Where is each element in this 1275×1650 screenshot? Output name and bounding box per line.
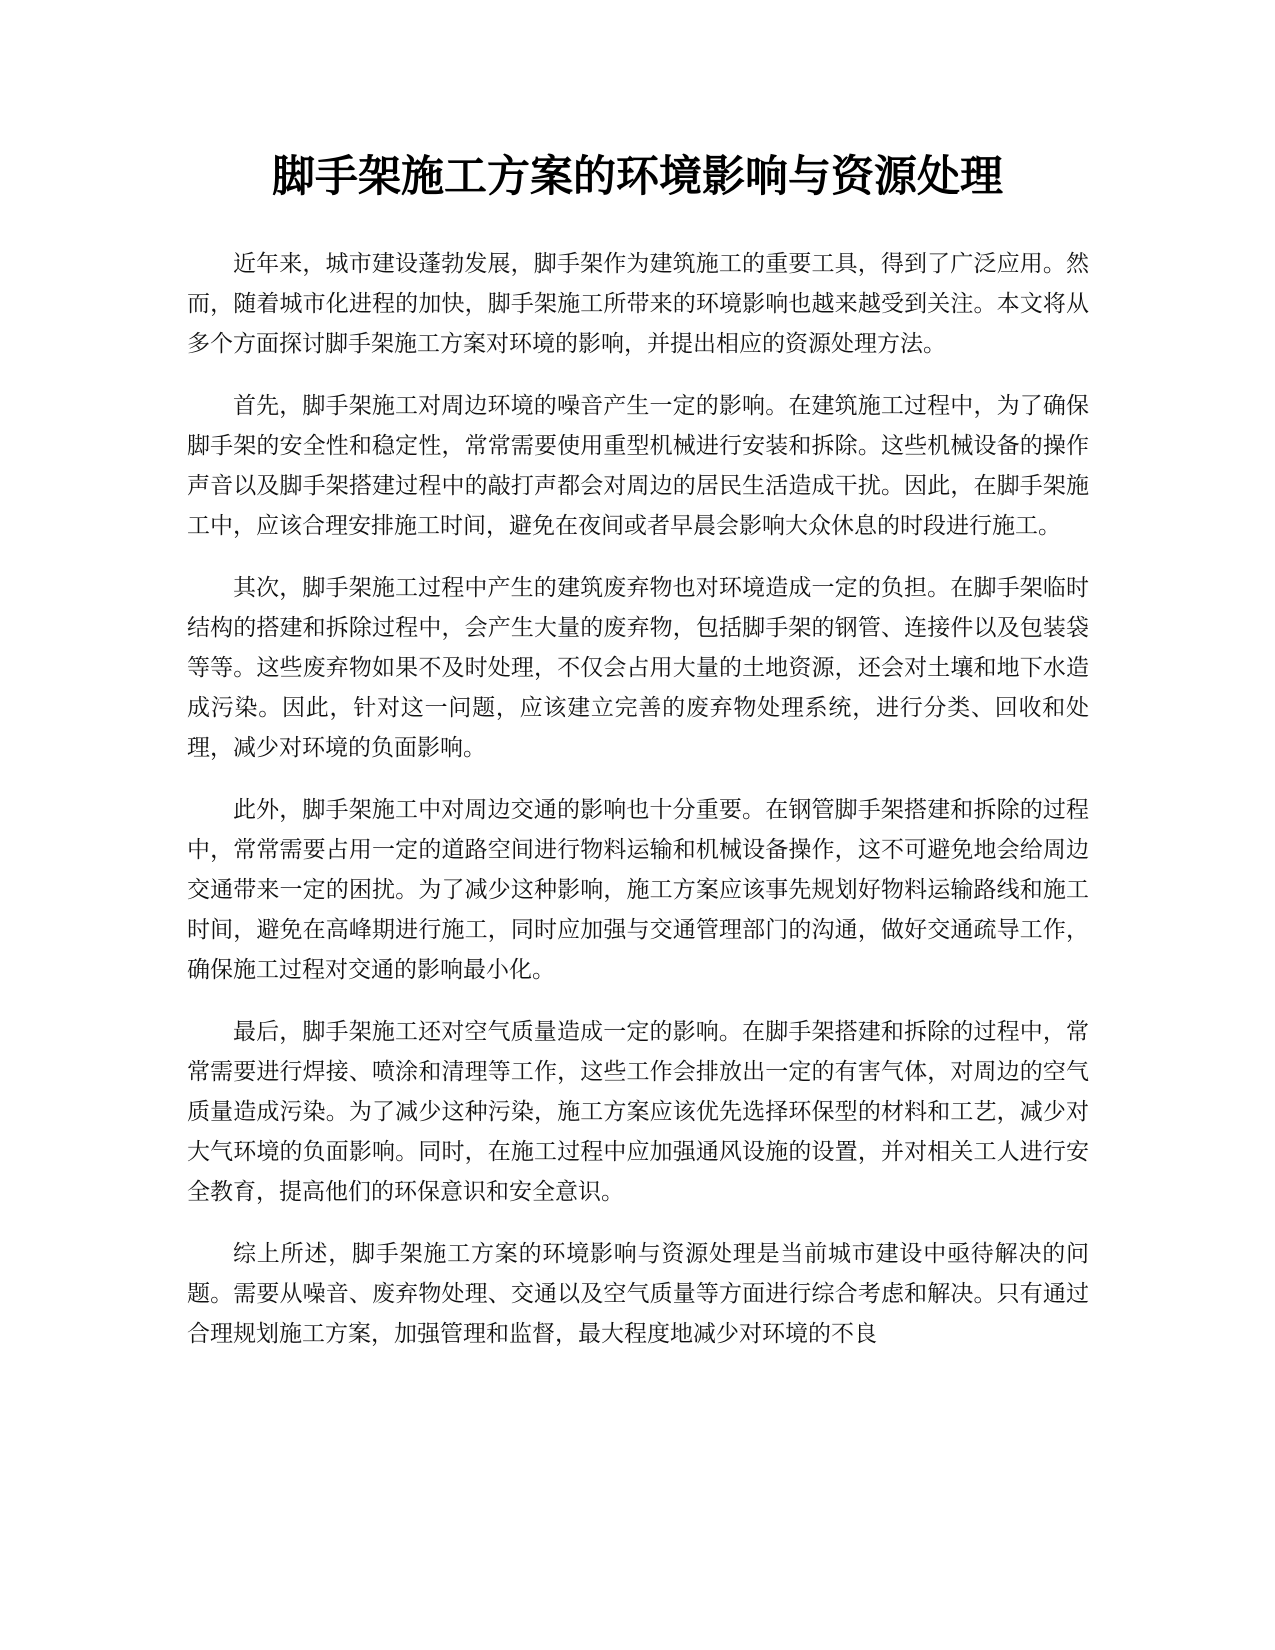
paragraph-noise: 首先，脚手架施工对周边环境的噪音产生一定的影响。在建筑施工过程中，为了确保脚手架的安全性和稳定性，常常需要使用重型机械进行安装和拆除。这些机械设备的操作声音以及脚手架搭建过程中的敲打声都会对周边的居民生活造成干扰。因此，在脚手架施工中，应该合理安排施工时间，避免在夜间或者早晨会影响大众休息的时段进行施工。 xyxy=(187,393,1089,539)
paragraph-traffic: 此外，脚手架施工中对周边交通的影响也十分重要。在钢管脚手架搭建和拆除的过程中，常常需要占用一定的道路空间进行物料运输和机械设备操作，这不可避免地会给周边交通带来一定的困扰。为了减少这种影响，施工方案应该事先规划好物料运输路线和施工时间，避免在高峰期进行施工，同时应加强与交通管理部门的沟通，做好交通疏导工作，确保施工过程对交通的影响最小化。 xyxy=(187,797,1089,983)
paragraph-waste: 其次，脚手架施工过程中产生的建筑废弃物也对环境造成一定的负担。在脚手架临时结构的搭建和拆除过程中，会产生大量的废弃物，包括脚手架的钢管、连接件以及包装袋等等。这些废弃物如果不及时处理，不仅会占用大量的土地资源，还会对土壤和地下水造成污染。因此，针对这一问题，应该建立完善的废弃物处理系统，进行分类、回收和处理，减少对环境的负面影响。 xyxy=(187,575,1089,761)
document-title: 脚手架施工方案的环境影响与资源处理 xyxy=(272,152,1003,202)
document-body xyxy=(187,244,1089,1376)
paragraph-intro: 近年来，城市建设蓬勃发展，脚手架作为建筑施工的重要工具，得到了广泛应用。然而，随着城市化进程的加快，脚手架施工所带来的环境影响也越来越受到关注。本文将从多个方面探讨脚手架施工方案对环境的影响，并提出相应的资源处理方法。 xyxy=(187,251,1089,357)
paragraph-air-quality: 最后，脚手架施工还对空气质量造成一定的影响。在脚手架搭建和拆除的过程中，常常需要进行焊接、喷涂和清理等工作，这些工作会排放出一定的有害气体，对周边的空气质量造成污染。为了减少这种污染，施工方案应该优先选择环保型的材料和工艺，减少对大气环境的负面影响。同时，在施工过程中应加强通风设施的设置，并对相关工人进行安全教育，提高他们的环保意识和安全意识。 xyxy=(187,1019,1089,1205)
paragraph-conclusion: 综上所述，脚手架施工方案的环境影响与资源处理是当前城市建设中亟待解决的问题。需要从噪音、废弃物处理、交通以及空气质量等方面进行综合考虑和解决。只有通过合理规划施工方案，加强管理和监督，最大程度地减少对环境的不良 xyxy=(187,1241,1089,1347)
